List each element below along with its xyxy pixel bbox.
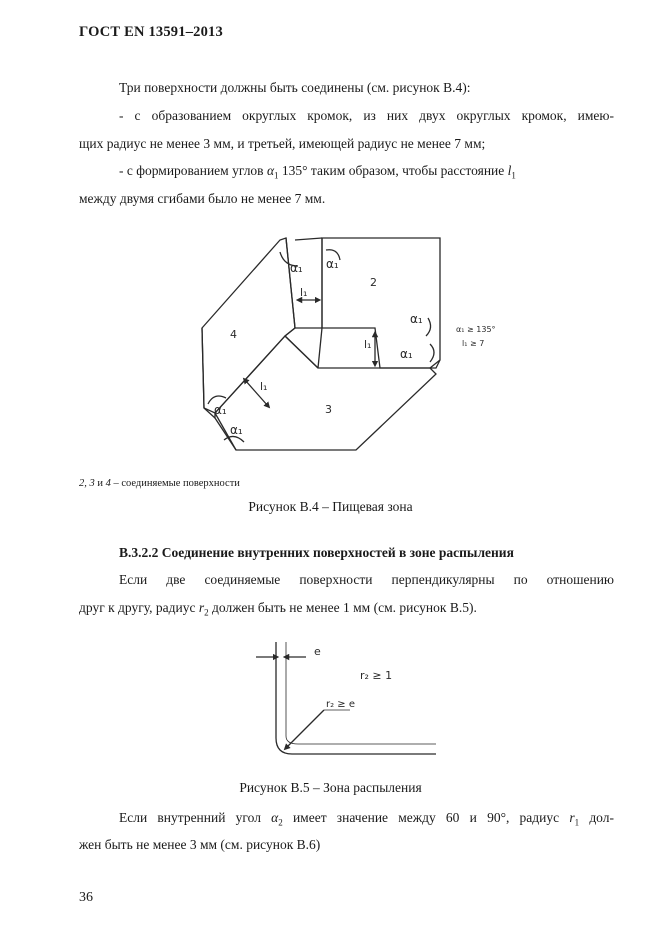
alpha-label-2: α₁	[326, 257, 339, 271]
e-label: e	[314, 645, 321, 658]
note-alpha-label: α₁ ≥ 135°	[456, 325, 496, 334]
note-and: и	[94, 478, 106, 489]
alpha2-symbol: α	[271, 810, 279, 825]
alpha2-subscript: 2	[278, 817, 283, 828]
section-line-1-text: Если две соединяемые поверхности перпендикулярны по отношению	[119, 572, 614, 587]
note-l-label: l₁ ≥ 7	[462, 339, 485, 348]
figure-b5-caption: Рисунок В.5 – Зона распыления	[239, 780, 422, 795]
alpha-label-1: α₁	[290, 261, 303, 275]
intro-line-4b: 135° таким образом, чтобы расстояние	[278, 163, 508, 178]
l-subscript: 1	[511, 170, 516, 181]
section-line-2b: должен быть не менее 1 мм (см. рисунок В.5).	[208, 600, 477, 615]
intro-line-4a: - с формированием углов	[119, 163, 267, 178]
wall-inner-radius	[286, 736, 436, 744]
face-3-label: 3	[325, 403, 332, 416]
intro-line-5-text: между двумя сгибами было не менее 7 мм.	[79, 191, 326, 206]
outro-line-2-text: жен быть не менее 3 мм (см. рисунок В.6)	[79, 837, 321, 852]
alpha-label-4: α₁	[400, 347, 413, 361]
figure-b4-note	[79, 478, 240, 489]
angle-arc-6	[224, 436, 244, 442]
r-subscript: 2	[204, 607, 209, 618]
edge-fold-6	[285, 336, 318, 368]
angle-arc-4	[430, 344, 434, 362]
intro-line-3-text: щих радиус не менее 3 мм, и третьей, имеющей радиус не менее 7 мм;	[79, 136, 486, 151]
intro-line-2	[79, 102, 614, 129]
edge-fold-1	[286, 238, 295, 328]
figure-b5-drawing	[250, 636, 440, 760]
section-line-2	[79, 594, 614, 627]
l1-label-top: l₁	[300, 286, 308, 299]
figure-b4-drawing	[190, 228, 520, 458]
r2-ge-1-label: r₂ ≥ 1	[360, 669, 393, 682]
page-number: 36	[79, 890, 93, 905]
r1-symbol: r	[569, 810, 575, 825]
section-heading: В.3.2.2 Соединение внутренних поверхностей в зоне распыления	[119, 545, 514, 560]
face-2-label: 2	[370, 276, 377, 289]
edge-fold-4	[318, 328, 322, 368]
l-symbol: l	[507, 163, 512, 178]
note-four: 4	[105, 478, 111, 489]
outro-line-2	[79, 831, 614, 858]
section-line-2a: друг к другу, радиус	[79, 600, 199, 615]
l1-label-right: l₁	[364, 338, 372, 351]
alpha-label-3: α₁	[410, 312, 423, 326]
face-4-outline	[202, 238, 295, 413]
note-rest: – соединяемые поверхности	[110, 478, 240, 489]
outro-line-1b: имеет значение между 60 и 90°, радиус	[282, 810, 570, 825]
face-4-label: 4	[230, 328, 237, 341]
section-line-1	[79, 566, 614, 593]
intro-line-5	[79, 185, 614, 212]
note-numbers: 2, 3	[79, 478, 95, 489]
intro-line-1-text: Три поверхности должны быть соединены (см. рисунок В.4):	[119, 80, 471, 95]
intro-line-1	[79, 74, 614, 101]
intro-line-2-text: - с образованием округлых кромок, из них двух округлых кромок, имею-	[119, 108, 614, 123]
alpha-label-6: α₁	[230, 423, 243, 437]
edge-left	[202, 328, 204, 408]
alpha-symbol: α	[266, 163, 275, 178]
edge-top-chamfer	[295, 238, 322, 240]
dim-r2-leader	[286, 710, 324, 748]
outro-line-1a: Если внутренний угол	[119, 810, 272, 825]
r-symbol: r	[198, 600, 205, 615]
figure-b4-caption: Рисунок В.4 – Пищевая зона	[248, 499, 413, 514]
alpha-label-5: α₁	[214, 403, 227, 417]
alpha-subscript: 1	[274, 170, 279, 181]
r2-ge-e-label: r₂ ≥ e	[326, 699, 356, 710]
edge-fold-5	[285, 328, 295, 336]
document-header: ГОСТ EN 13591–2013	[79, 24, 223, 40]
intro-line-3	[79, 130, 614, 157]
outro-line-1c: дол-	[579, 810, 614, 825]
wall-corner-radius	[276, 738, 436, 754]
r1-subscript: 1	[574, 817, 580, 828]
l1-label-bottom: l₁	[260, 380, 268, 393]
angle-arc-3	[426, 318, 431, 336]
